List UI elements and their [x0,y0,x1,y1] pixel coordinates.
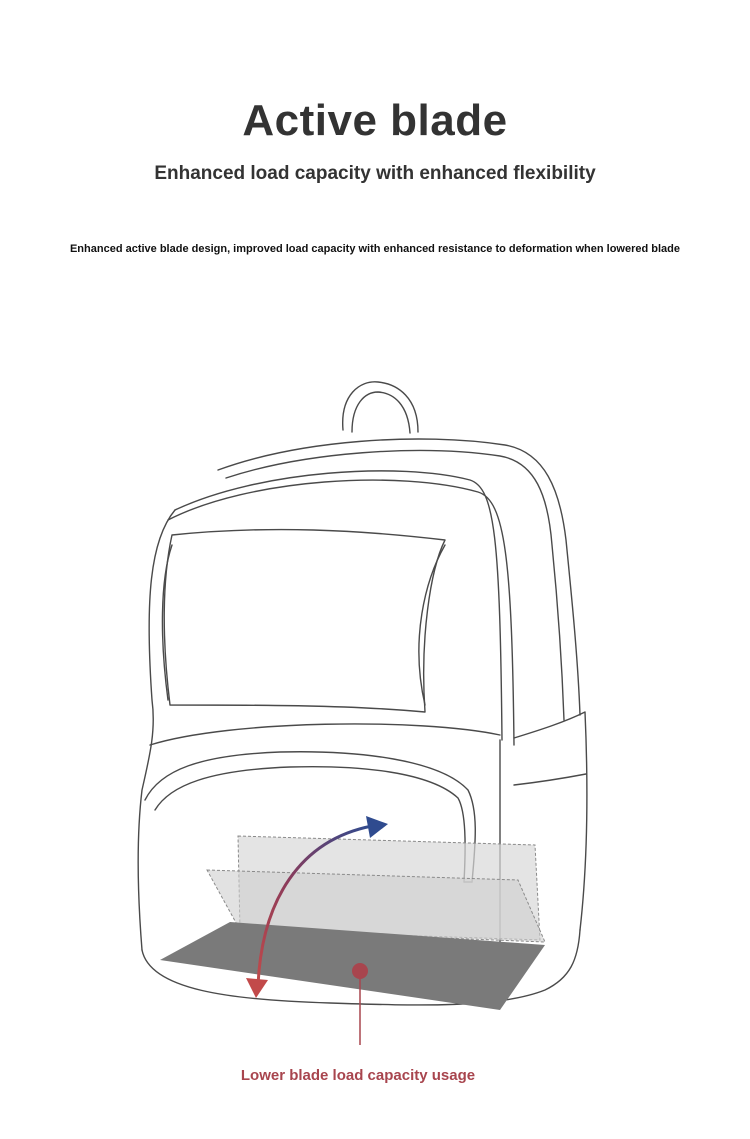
page-title: Active blade [242,96,508,145]
page-subtitle: Enhanced load capacity with enhanced flexibility [154,163,596,184]
feature-description: Enhanced active blade design, improved load capacity with enhanced resistance to deformation when lowered blade [69,243,681,255]
blade-caption: Lower blade load capacity usage [240,1067,476,1084]
